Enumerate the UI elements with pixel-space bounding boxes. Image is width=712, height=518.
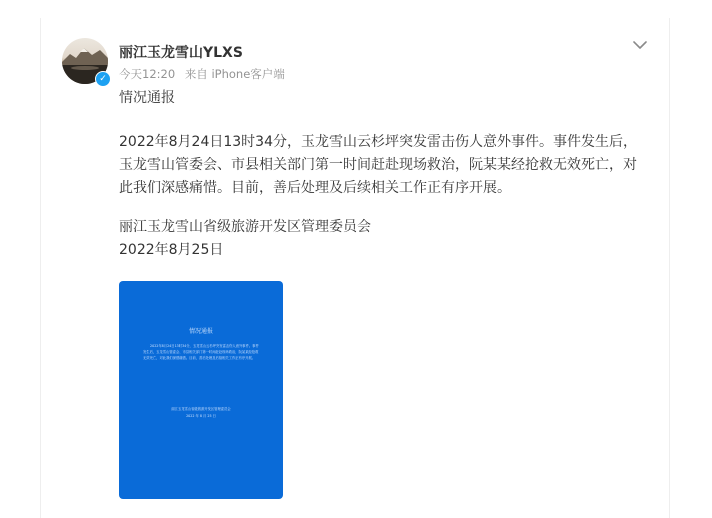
verified-badge-icon: ✓ [95, 71, 111, 87]
post-org: 丽江玉龙雪山省级旅游开发区管理委员会 [119, 219, 371, 235]
post-image-thumbnail[interactable] [119, 281, 283, 499]
post-title: 情况通报 [119, 90, 175, 106]
image-title: 情况通报 [188, 328, 213, 335]
image-body-text: 2022年8月24日13时34分，玉龙雪山云杉坪突发雷击伤人意外事件。事件发生后，玉龙雪山管委会、市县相关部门第一时间赶赴现场救治，阮某某经抢救无效死亡，对此我们深感痛惜。目前，善后处理及后续相关工作正有序开展。 [143, 344, 259, 360]
image-org: 丽江玉龙雪山省级旅游开发区管理委员会 [171, 407, 231, 411]
post-time[interactable]: 今天12:20 [119, 67, 176, 81]
post-body: 2022年8月24日13时34分，玉龙雪山云杉坪突发雷击伤人意外事件。事件发生后，玉龙雪山管委会、市县相关部门第一时间赶赴现场救治，阮某某经抢救无效死亡，对此我们深感痛惜。目前，善后处理及后续相关工作正有序开展。 [119, 134, 637, 196]
post-date: 2022年8月25日 [119, 242, 224, 258]
post-source: 来自 iPhone客户端 [184, 67, 285, 81]
chevron-down-icon[interactable] [631, 36, 649, 54]
weibo-post-card [40, 18, 670, 518]
post-meta [119, 66, 291, 82]
username[interactable]: 丽江玉龙雪山YLXS [119, 45, 243, 61]
post-content [119, 87, 649, 262]
image-date: 2022 年 8 月 25 日 [186, 414, 216, 418]
